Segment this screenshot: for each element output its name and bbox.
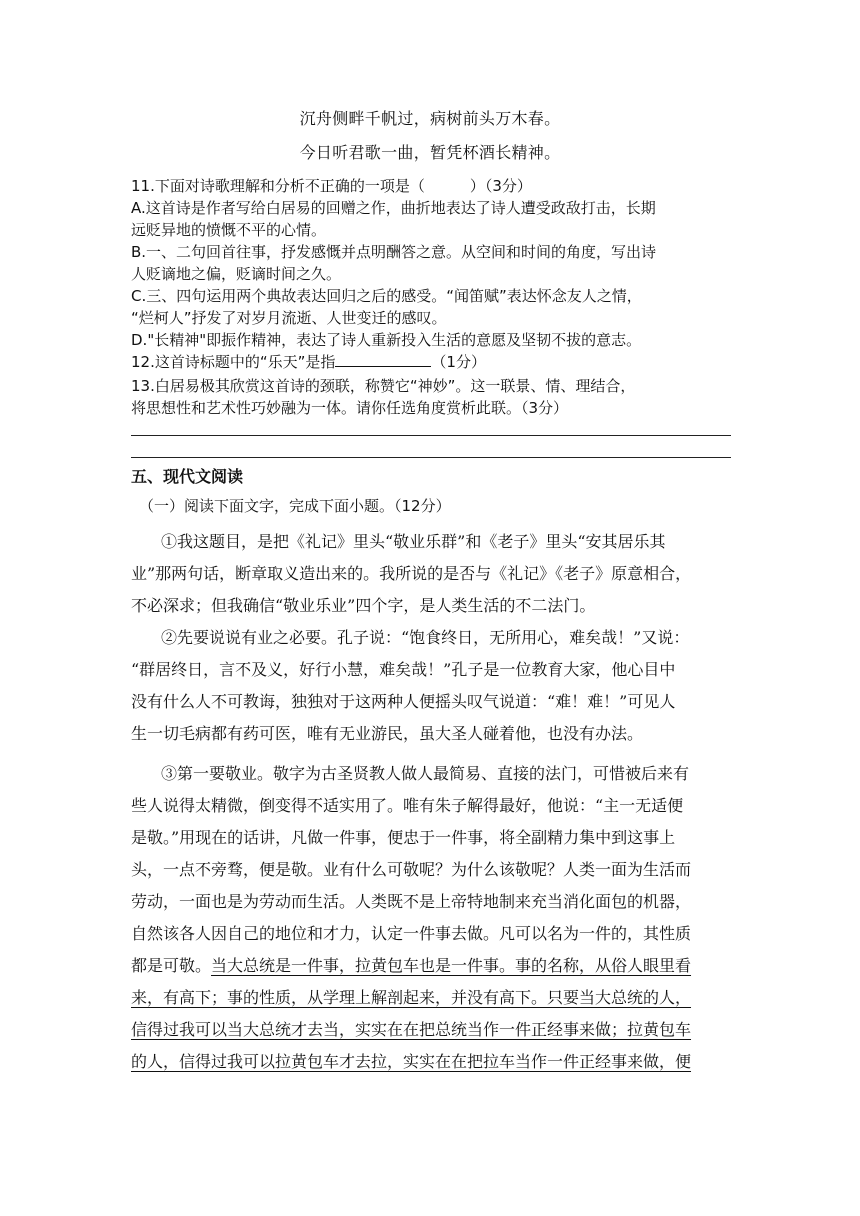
- option-c-line-1: C.三、四句运用两个典故表达回归之后的感受。“闻笛赋”表达怀念友人之情，: [131, 287, 642, 305]
- underlined-passage-line-1: 来，有高下；事的性质，从学理上解剖起来，并没有高下。只要当大总统的人，: [131, 988, 692, 1007]
- question-13-line-2: 将思想性和艺术性巧妙融为一体。请你任选角度赏析此联。（3分）: [131, 399, 569, 417]
- option-a-line-1: A.这首诗是作者写给白居易的回赠之作，曲折地表达了诗人遭受政敌打击，长期: [131, 199, 656, 217]
- question-11-stem: 11.下面对诗歌理解和分析不正确的一项是（ ）（3分）: [131, 177, 532, 195]
- option-a-line-2: 远贬异地的愤慨不平的心情。: [131, 221, 327, 239]
- poem-line-2: 今日听君歌一曲，暂凭杯酒长精神。: [299, 143, 561, 162]
- option-b-line-2: 人贬谪地之偏，贬谪时间之久。: [131, 265, 342, 283]
- poem-line-1: 沉舟侧畔千帆过，病树前头万木春。: [299, 109, 561, 128]
- paragraph-3-line-1: ③第一要敬业。敬字为古圣贤教人做人最简易、直接的法门，可惜被后来有: [161, 764, 690, 783]
- paragraph-1-line-1: ①我这题目，是把《礼记》里头“敬业乐群”和《老子》里头“安其居乐其: [161, 532, 666, 551]
- paragraph-3-plain-text: 都是可敬。: [131, 956, 212, 975]
- option-c-line-2: “烂柯人”抒发了对岁月流逝、人世变迁的感叹。: [131, 309, 447, 327]
- question-12: [131, 352, 731, 372]
- paragraph-2-line-1: ②先要说说有业之必要。孔子说：“饱食终日，无所用心，难矣哉！”又说：: [161, 628, 690, 647]
- answer-line-2: [131, 457, 731, 458]
- paragraph-3-line-6: 自然该各人因自己的地位和才力，认定一件事去做。凡可以名为一件的，其性质: [131, 924, 692, 943]
- paragraph-3-line-3: 是敬。”用现在的话讲，凡做一件事，便忠于一件事，将全副精力集中到这事上: [131, 828, 676, 847]
- section-title: 五、现代文阅读: [131, 467, 244, 486]
- underlined-passage-start: 当大总统是一件事，拉黄包车也是一件事。事的名称，从俗人眼里看: [211, 956, 692, 975]
- paragraph-3-line-4: 头，一点不旁骛，便是敬。业有什么可敬呢？为什么该敬呢？人类一面为生活而: [131, 860, 692, 879]
- paragraph-2-line-2: “群居终日，言不及义，好行小慧，难矣哉！”孔子是一位教育大家，他心目中: [131, 660, 676, 679]
- question-12-score: （1分）: [431, 353, 486, 371]
- paragraph-3-line-7: [131, 950, 731, 982]
- answer-line-1: [131, 435, 731, 436]
- question-13-line-1: 13.白居易极其欣赏这首诗的颈联，称赞它“神妙”。这一联景、情、理结合，: [131, 377, 636, 395]
- paragraph-3-line-2: 些人说得太精微，倒变得不适实用了。唯有朱子解得最好，他说：“主一无适便: [131, 796, 684, 815]
- paragraph-3-line-5: 劳动，一面也是为劳动而生活。人类既不是上帝特地制来充当消化面包的机器，: [131, 892, 692, 911]
- paragraph-1-line-3: 不必深求；但我确信“敬业乐业”四个字，是人类生活的不二法门。: [131, 596, 596, 615]
- question-12-text: 12.这首诗标题中的“乐天”是指: [131, 353, 336, 371]
- underlined-passage-line-2: 信得过我可以当大总统才去当，实实在在把总统当作一件正经事来做；拉黄包车: [131, 1020, 692, 1039]
- paragraph-2-line-4: 生一切毛病都有药可医，唯有无业游民，虽大圣人碰着他，也没有办法。: [131, 724, 644, 743]
- section-intro: （一）阅读下面文字，完成下面小题。（12分）: [139, 497, 451, 515]
- option-b-line-1: B.一、二句回首往事，抒发感慨并点明酬答之意。从空间和时间的角度，写出诗: [131, 243, 657, 261]
- paragraph-1-line-2: 业”那两句话，断章取义造出来的。我所说的是否与《礼记》《老子》原意相合，: [131, 564, 692, 583]
- underlined-passage-line-3: 的人，信得过我可以拉黄包车才去拉，实实在在把拉车当作一件正经事来做，便: [131, 1052, 692, 1071]
- answer-blank[interactable]: [335, 352, 431, 367]
- option-d-line-1: D."长精神"即振作精神，表达了诗人重新投入生活的意愿及坚韧不拔的意志。: [131, 331, 642, 349]
- paragraph-2-line-3: 没有什么人不可教诲，独独对于这两种人便摇头叹气说道：“难！难！”可见人: [131, 692, 676, 711]
